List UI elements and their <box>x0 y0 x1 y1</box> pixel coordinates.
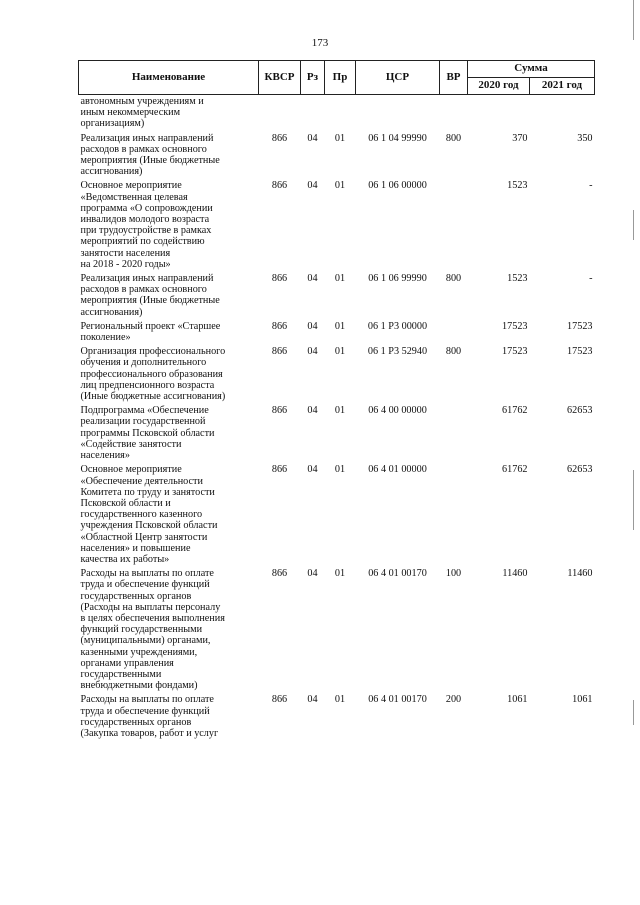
cell-name: Основное мероприятие «Ведомственная целевая программа «О сопровождении инвалидов молодого возраста при трудоустройстве в рамках мероприятий по содействию занятости населения на 2018 - 2020 годы» <box>80 180 213 270</box>
header-year-2021: 2021 год <box>530 78 595 95</box>
header-csr: ЦСР <box>356 61 440 95</box>
cell-kvsr: 866 <box>271 273 288 285</box>
header-name: Наименование <box>79 61 259 95</box>
cell-rz: 04 <box>307 180 318 192</box>
cell-sum-2020: 11460 <box>502 568 528 580</box>
budget-table <box>78 60 595 741</box>
header-kvsr: КВСР <box>259 61 301 95</box>
cell-sum-2021: 17523 <box>567 346 593 358</box>
cell-vr: 100 <box>445 568 462 580</box>
cell-kvsr: 866 <box>271 320 288 332</box>
cell-sum-2021 <box>530 95 595 132</box>
cell-vr <box>440 179 468 272</box>
cell-csr: 06 1 06 00000 <box>368 180 427 192</box>
cell-csr: 06 1 P3 52940 <box>367 346 428 358</box>
cell-sum-2020: 1523 <box>507 273 528 285</box>
cell-pr <box>325 95 356 132</box>
table-row <box>79 345 595 404</box>
cell-name: Реализация иных направлений расходов в рамках основного мероприятия (Иные бюджетные ассигнования) <box>80 132 220 178</box>
cell-sum-2020: 17523 <box>502 320 528 332</box>
table-row <box>79 320 595 345</box>
cell-name: Основное мероприятие «Обеспечение деятельности Комитета по труду и занятости Псковской области и государственного казенного учреждения Псковской области «Областной Центр занятости населения» и повышение качества их работы» <box>80 464 218 565</box>
cell-kvsr: 866 <box>271 405 288 417</box>
table-row <box>79 132 595 180</box>
page-number: 173 <box>311 37 329 49</box>
cell-rz: 04 <box>307 694 318 706</box>
cell-sum-2020 <box>468 95 530 132</box>
cell-csr: 06 4 01 00170 <box>368 694 427 706</box>
cell-kvsr: 866 <box>271 346 288 358</box>
cell-name: Расходы на выплаты по оплате труда и обеспечение функций государственных органов (Закупка товаров, работ и услуг <box>80 694 219 739</box>
cell-sum-2021: 11460 <box>567 568 593 580</box>
cell-name: автономным учреждениям и иным некоммерческим организациям) <box>80 96 204 130</box>
table-row <box>79 272 595 320</box>
cell-sum-2020: 370 <box>512 132 528 144</box>
cell-name: Реализация иных направлений расходов в рамках основного мероприятия (Иные бюджетные ассигнования) <box>80 273 220 318</box>
cell-csr: 06 4 01 00000 <box>368 464 427 476</box>
cell-sum-2021: - <box>589 180 593 192</box>
cell-csr: 06 4 01 00170 <box>368 568 427 580</box>
cell-pr: 01 <box>334 320 346 332</box>
cell-pr: 01 <box>334 180 346 192</box>
table-body <box>79 95 595 742</box>
cell-name: Подпрограмма «Обеспечение реализации государственной программы Псковской области «Содействие занятости населения» <box>80 405 215 462</box>
cell-rz: 04 <box>307 346 318 358</box>
cell-csr <box>356 95 440 132</box>
cell-kvsr <box>259 95 301 132</box>
cell-kvsr: 866 <box>271 464 288 476</box>
cell-sum-2021: 350 <box>577 132 593 144</box>
cell-vr: 800 <box>445 132 462 144</box>
cell-sum-2021: 1061 <box>572 694 593 706</box>
cell-rz: 04 <box>307 405 318 417</box>
header-year-2020: 2020 год <box>468 78 530 95</box>
cell-name: Расходы на выплаты по оплате труда и обеспечение функций государственных органов (Расходы на выплаты персоналу в целях обеспечения выполнения функций государственными (муниципальными) органами, казенными учреждениями, органами управления государственными внебюджетными фондами) <box>80 568 225 692</box>
header-pr: Пр <box>325 61 356 95</box>
cell-kvsr: 866 <box>271 568 288 580</box>
cell-csr: 06 1 04 99990 <box>368 132 427 144</box>
cell-sum-2021: 62653 <box>567 405 593 417</box>
scan-edge-marks <box>626 0 636 905</box>
cell-sum-2021: - <box>589 273 593 285</box>
table-row <box>79 567 595 693</box>
cell-kvsr: 866 <box>271 180 288 192</box>
cell-pr: 01 <box>334 273 346 285</box>
cell-kvsr: 866 <box>271 132 288 144</box>
cell-rz <box>301 95 325 132</box>
table-header <box>79 61 595 95</box>
cell-sum-2020: 17523 <box>502 346 528 358</box>
cell-csr: 06 1 P3 00000 <box>367 320 428 332</box>
cell-csr: 06 4 00 00000 <box>368 405 427 417</box>
cell-sum-2021: 62653 <box>567 464 593 476</box>
cell-pr: 01 <box>334 405 346 417</box>
cell-vr <box>440 404 468 463</box>
cell-rz: 04 <box>307 320 318 332</box>
cell-name: Организация профессионального обучения и дополнительного профессионального образования лиц предпенсионного возраста (Иные бюджетные ассигнования) <box>80 346 226 403</box>
cell-sum-2020: 61762 <box>502 464 528 476</box>
cell-sum-2020: 61762 <box>502 405 528 417</box>
table-row <box>79 404 595 463</box>
cell-name: Региональный проект «Старшее поколение» <box>80 320 221 344</box>
header-sum: Сумма <box>468 61 595 78</box>
cell-pr: 01 <box>334 132 346 144</box>
cell-vr <box>440 320 468 345</box>
cell-vr: 200 <box>445 694 462 706</box>
table-row <box>79 693 595 741</box>
cell-sum-2020: 1523 <box>507 180 528 192</box>
table-row <box>79 463 595 567</box>
cell-sum-2020: 1061 <box>507 694 528 706</box>
cell-csr: 06 1 06 99990 <box>368 273 427 285</box>
cell-pr: 01 <box>334 464 346 476</box>
cell-pr: 01 <box>334 568 346 580</box>
header-vr: ВР <box>440 61 468 95</box>
cell-rz: 04 <box>307 464 318 476</box>
cell-kvsr: 866 <box>271 694 288 706</box>
cell-vr: 800 <box>445 346 462 358</box>
header-rz: Рз <box>301 61 325 95</box>
cell-pr: 01 <box>334 346 346 358</box>
cell-vr <box>440 95 468 132</box>
cell-vr: 800 <box>445 273 462 285</box>
cell-rz: 04 <box>307 273 318 285</box>
cell-rz: 04 <box>307 568 318 580</box>
cell-vr <box>440 463 468 567</box>
table-row <box>79 95 595 132</box>
cell-pr: 01 <box>334 694 346 706</box>
table-row <box>79 179 595 272</box>
cell-rz: 04 <box>307 132 318 144</box>
cell-sum-2021: 17523 <box>567 320 593 332</box>
